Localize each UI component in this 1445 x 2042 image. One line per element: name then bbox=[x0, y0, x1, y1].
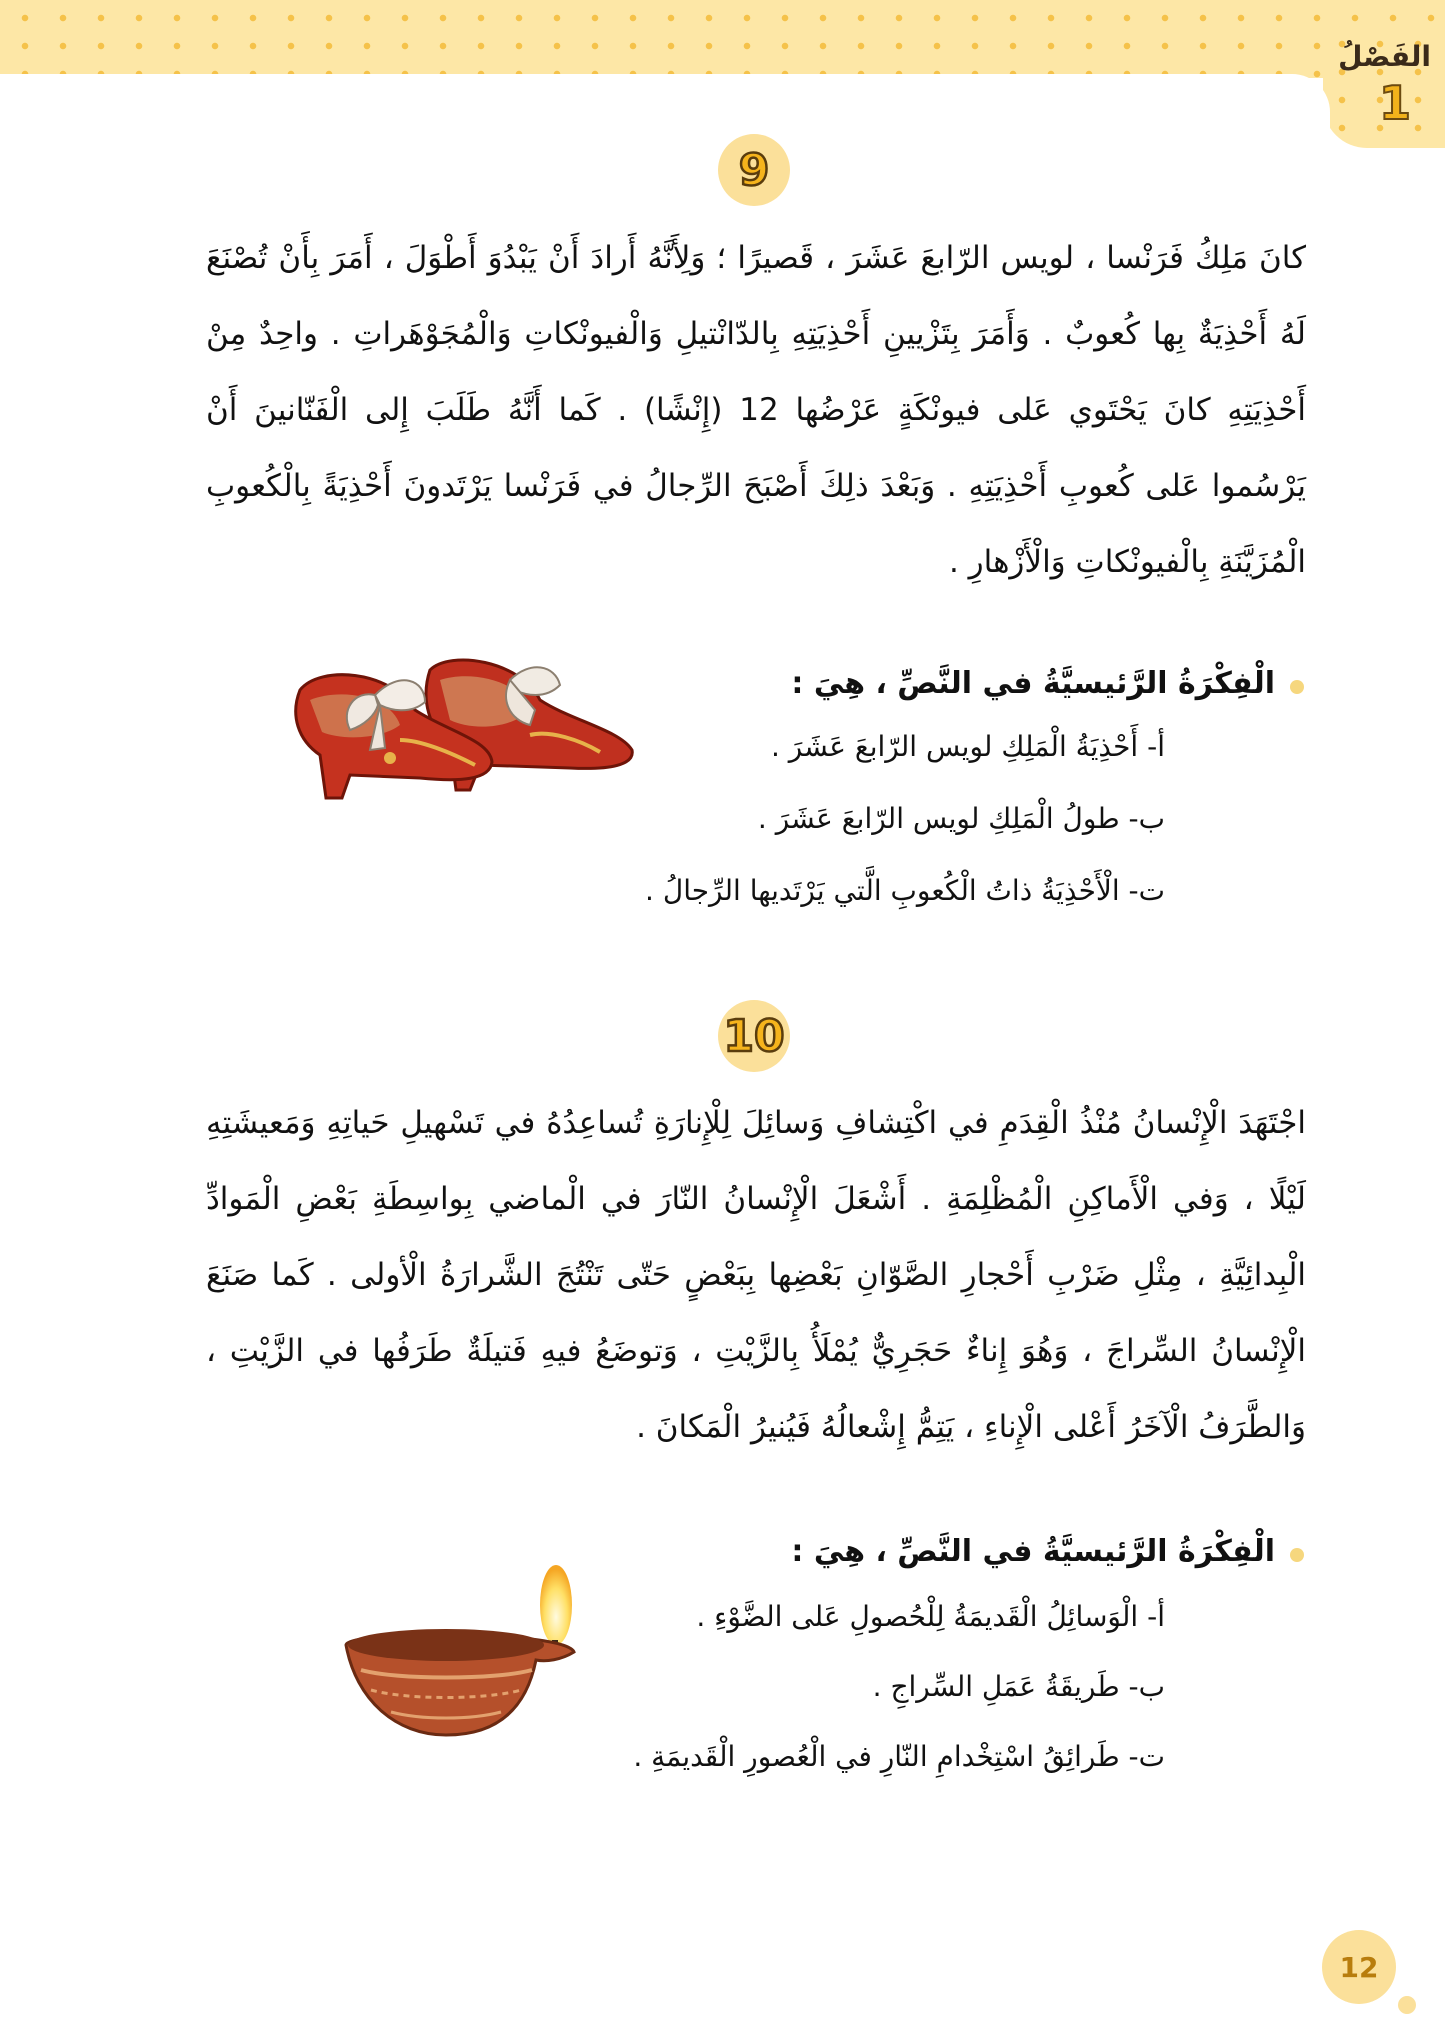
question-heading: الْفِكْرَةُ الرَّئيسيَّةُ في النَّصِّ ، هِيَ : bbox=[791, 666, 1275, 701]
question-bullet bbox=[1290, 680, 1304, 694]
section-number: 9 bbox=[738, 144, 770, 196]
red-heeled-shoes-icon bbox=[280, 640, 640, 800]
chapter-label: الفَصْلُ bbox=[1338, 40, 1431, 73]
question-bullet bbox=[1290, 1548, 1304, 1562]
answer-option-a[interactable]: أ- الْوَسائِلُ الْقَديمَةُ لِلْحُصولِ عَلى الضَّوْءِ . bbox=[696, 1600, 1165, 1633]
corner-decoration bbox=[1398, 1996, 1416, 2014]
page-number: 12 bbox=[1322, 1930, 1396, 2004]
answer-option-c[interactable]: ت- الْأَحْذِيَةُ ذاتُ الْكُعوبِ الَّتي يَرْتَديها الرِّجالُ . bbox=[645, 874, 1165, 907]
section-number-badge bbox=[718, 134, 790, 206]
answer-option-c[interactable]: ت- طَرائِقُ اسْتِخْدامِ النّارِ في الْعُصورِ الْقَديمَةِ . bbox=[633, 1740, 1165, 1773]
section-number-badge bbox=[718, 1000, 790, 1072]
top-decorative-band bbox=[0, 0, 1445, 78]
chapter-number: 1 bbox=[1378, 76, 1411, 130]
answer-option-b[interactable]: ب- طولُ الْمَلِكِ لويس الرّابعَ عَشَرَ . bbox=[757, 802, 1165, 835]
reading-paragraph: اجْتَهَدَ الْإِنْسانُ مُنْذُ الْقِدَمِ في اكْتِشافِ وَسائِلَ لِلْإِنارَةِ تُساعِدُهُ في تَسْهيلِ حَياتِهِ وَمَعيشَتِهِ لَيْلًا ، وَفي الْأَماكِنِ الْمُظْلِمَةِ . أَشْعَلَ الْإِنْسانُ النّارَ في الْماضي بِواسِطَةِ بَعْضِ الْمَوادِّ الْبِدائِيَّةِ ، مِثْلِ ضَرْبِ أَحْجارِ الصَّوّانِ بَعْضِها بِبَعْضٍ حَتّى تَنْتُجَ الشَّرارَةُ الْأولى . كَما صَنَعَ الْإِنْسانُ السِّراجَ ، وَهُوَ إِناءٌ حَجَرِيٌّ يُمْلَأُ بِالزَّيْتِ ، وَتوضَعُ فيهِ فَتيلَةٌ طَرَفُها في الزَّيْتِ ، وَالطَّرَفُ الْآخَرُ أَعْلى الْإِناءِ ، يَتِمُّ إِشْعالُهُ فَيُنيرُ الْمَكانَ . bbox=[206, 1105, 1306, 1445]
answer-option-a[interactable]: أ- أَحْذِيَةُ الْمَلِكِ لويس الرّابعَ عَشَرَ . bbox=[771, 730, 1165, 763]
section-number: 10 bbox=[723, 1010, 785, 1062]
question-heading: الْفِكْرَةُ الرَّئيسيَّةُ في النَّصِّ ، هِيَ : bbox=[791, 1534, 1275, 1569]
reading-paragraph: كانَ مَلِكُ فَرَنْسا ، لويس الرّابعَ عَشَرَ ، قَصيرًا ؛ وَلِأَنَّهُ أَرادَ أَنْ يَبْدُوَ أَطْوَلَ ، أَمَرَ بِأَنْ تُصْنَعَ لَهُ أَحْذِيَةٌ بِها كُعوبٌ . وَأَمَرَ بِتَزْيينِ أَحْذِيَتِهِ بِالدّانْتيلِ وَالْفيونْكاتِ وَالْمُجَوْهَراتِ . واحِدٌ مِنْ أَحْذِيَتِهِ كانَ يَحْتَوي عَلى فيونْكَةٍ عَرْضُها 12 (إِنْشًا) . كَما أَنَّهُ طَلَبَ إِلى الْفَنّانينَ أَنْ يَرْسُموا عَلى كُعوبِ أَحْذِيَتِهِ . وَبَعْدَ ذلِكَ أَصْبَحَ الرِّجالُ في فَرَنْسا يَرْتَدونَ أَحْذِيَةً بِالْكُعوبِ الْمُزَيَّنَةِ بِالْفيونْكاتِ وَالْأَزْهارِ . bbox=[206, 240, 1306, 580]
oil-lamp-icon bbox=[336, 1550, 586, 1740]
answer-option-b[interactable]: ب- طَريقَةُ عَمَلِ السِّراجِ . bbox=[872, 1670, 1165, 1703]
